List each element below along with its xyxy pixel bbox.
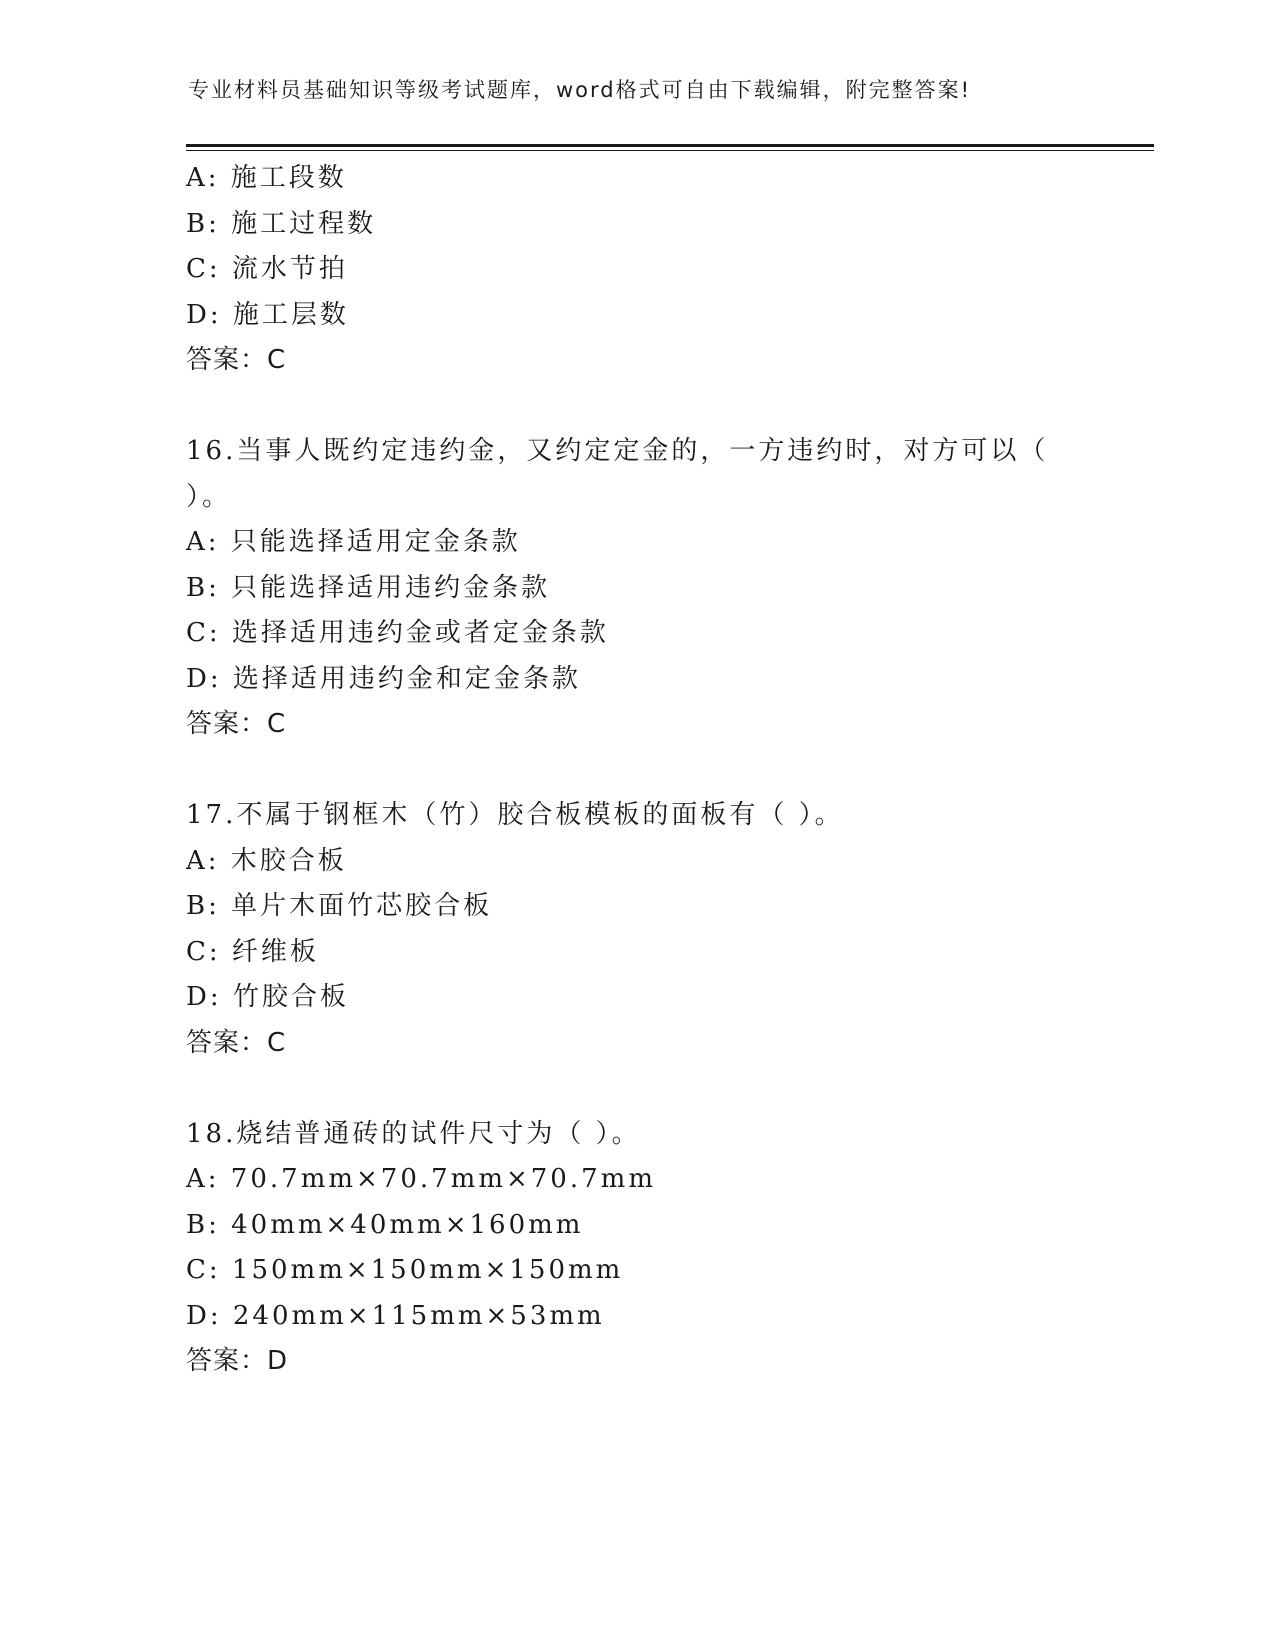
option-c: C: 流水节拍 — [186, 254, 348, 284]
question-stem-continued: ）。 — [186, 481, 232, 512]
option-d: D: 选择适用违约金和定金条款 — [186, 663, 581, 694]
option-a: A: 施工段数 — [186, 163, 347, 193]
option-d: D: 240mm×115mm×53mm — [186, 1300, 605, 1331]
question-stem: 17.不属于钢框木（竹）胶合板模板的面板有（ ）。 — [186, 800, 844, 830]
option-d: D: 施工层数 — [186, 299, 349, 330]
option-b: B: 施工过程数 — [186, 208, 377, 239]
header-rule-thin — [186, 150, 1154, 151]
answer: 答案：C — [186, 1027, 287, 1058]
page-header: 专业材料员基础知识等级考试题库，word格式可自由下载编辑，附完整答案! — [188, 78, 972, 102]
option-c: C: 150mm×150mm×150mm — [186, 1255, 624, 1285]
question-17 — [186, 793, 1086, 1066]
answer: 答案：D — [186, 1346, 289, 1376]
option-a: A: 只能选择适用定金条款 — [186, 527, 521, 557]
spacer — [186, 1066, 1086, 1112]
question-stem: 18.烧结普通砖的试件尺寸为（ ）。 — [186, 1118, 641, 1149]
option-d: D: 竹胶合板 — [186, 982, 349, 1012]
question-15-continued — [186, 156, 1086, 384]
option-c: C: 选择适用违约金或者定金条款 — [186, 618, 609, 648]
option-b: B: 40mm×40mm×160mm — [186, 1209, 584, 1240]
option-c: C: 纤维板 — [186, 936, 319, 967]
question-16 — [186, 429, 1086, 748]
option-a: A: 70.7mm×70.7mm×70.7mm — [186, 1164, 656, 1194]
question-18 — [186, 1112, 1086, 1385]
spacer — [186, 384, 1086, 430]
header-rule-thick — [186, 144, 1154, 147]
question-stem: 16.当事人既约定违约金，又约定定金的，一方违约时，对方可以（ — [186, 436, 1049, 466]
option-b: B: 只能选择适用违约金条款 — [186, 572, 551, 603]
answer: 答案：C — [186, 709, 287, 739]
option-b: B: 单片木面竹芯胶合板 — [186, 891, 493, 921]
spacer — [186, 748, 1086, 794]
option-a: A: 木胶合板 — [186, 845, 347, 876]
answer: 答案：C — [186, 345, 287, 375]
document-content — [186, 156, 1086, 1385]
